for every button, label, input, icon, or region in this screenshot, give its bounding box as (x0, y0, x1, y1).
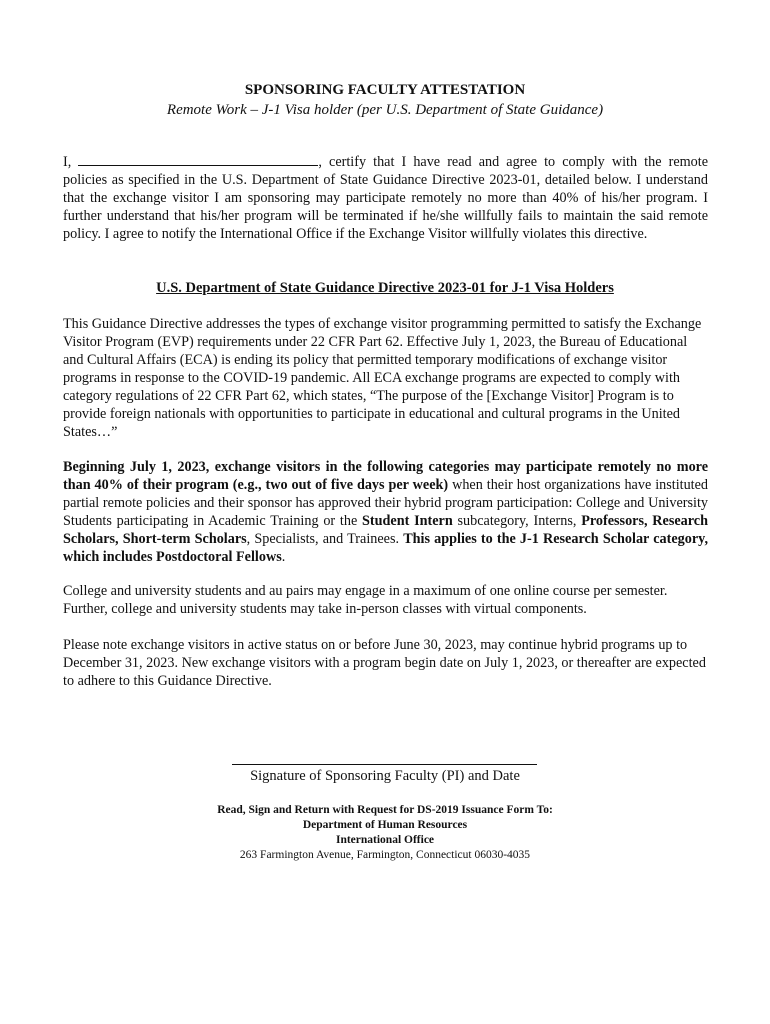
remote-rule-bold: Beginning July 1, 2023, exchange visitors in the following categories may participate remotely no more than 40% of their program (e.g., two out of five days per week) (63, 459, 708, 493)
attestation-text: , certify that I have read and agree to comply with the remote policies as specified in the U.S. Department of State Guidance Directive 2023-01, detailed below. I understand that the exchange visitor I am sponsoring may participate remotely no more than 40% of his/her program. I further understand that his/her program will be terminated if he/she willfully fails to maintain the said remote policy. I agree to notify the International Office if the Exchange Visitor willfully violates this directive. (63, 154, 708, 242)
student-intern-bold: Student Intern (362, 513, 453, 529)
specialists-text: , Specialists, and Trainees. (246, 531, 404, 547)
footer-office: International Office (335, 834, 435, 846)
attestation-paragraph (63, 153, 708, 243)
attestation-prefix: I, (63, 154, 72, 170)
return-instructions (0, 803, 770, 863)
name-blank-field[interactable] (78, 153, 318, 166)
remote-categories-paragraph (63, 458, 708, 566)
directive-paragraph: This Guidance Directive addresses the types of exchange visitor programming permitted to satisfy the Exchange Visitor Program (EVP) requirements under 22 CFR Part 62. Effective July 1, 2023, the Bureau of Educational and Cultural Affairs (ECA) is ending its policy that permitted temporary modifications of exchange visitor programs in response to the COVID-19 pandemic. All ECA exchange programs are expected to comply with category regulations of 22 CFR Part 62, which states, “The purpose of the [Exchange Visitor] Program is to provide foreign nationals with opportunities to participate in educational and cultural programs in the United States…” (63, 316, 702, 440)
scholars-bold: Professors, Research Scholars, Short-term Scholars (63, 513, 708, 547)
active-status-paragraph: Please note exchange visitors in active status on or before June 30, 2023, may continue hybrid programs up to December 31, 2023. New exchange visitors with a program begin date on July 1, 2023, or thereafter are expected to adhere to this Guidance Directive. (63, 637, 706, 689)
document-header (0, 80, 770, 120)
research-scholar-bold: This applies to the J-1 Research Scholar category, which includes Postdoctoral Fellows (63, 531, 708, 565)
footer-department: Department of Human Resources (302, 819, 468, 831)
students-paragraph: College and university students and au pairs may engage in a maximum of one online course per semester. Further, college and university students may take in-person classes with virtual components. (63, 583, 668, 617)
remote-rule-text: when their host organizations have instituted partial remote policies and their sponsor has approved their hybrid program participation: College and University Students participating in Academic Training or the (63, 477, 708, 529)
page-subtitle: Remote Work – J-1 Visa holder (per U.S. Department of State Guidance) (166, 102, 604, 118)
footer-address: 263 Farmington Avenue, Farmington, Connecticut 06030-4035 (239, 849, 531, 861)
page-title: SPONSORING FACULTY ATTESTATION (244, 82, 526, 98)
interns-text: subcategory, Interns, (452, 513, 582, 529)
signature-label: Signature of Sponsoring Faculty (PI) and Date (250, 768, 520, 784)
footer-return-line: Read, Sign and Return with Request for DS-2019 Issuance Form To: (217, 804, 553, 816)
signature-line[interactable] (232, 764, 537, 765)
section-title: U.S. Department of State Guidance Directive 2023-01 for J-1 Visa Holders (156, 280, 614, 296)
period-text: . (281, 549, 286, 565)
